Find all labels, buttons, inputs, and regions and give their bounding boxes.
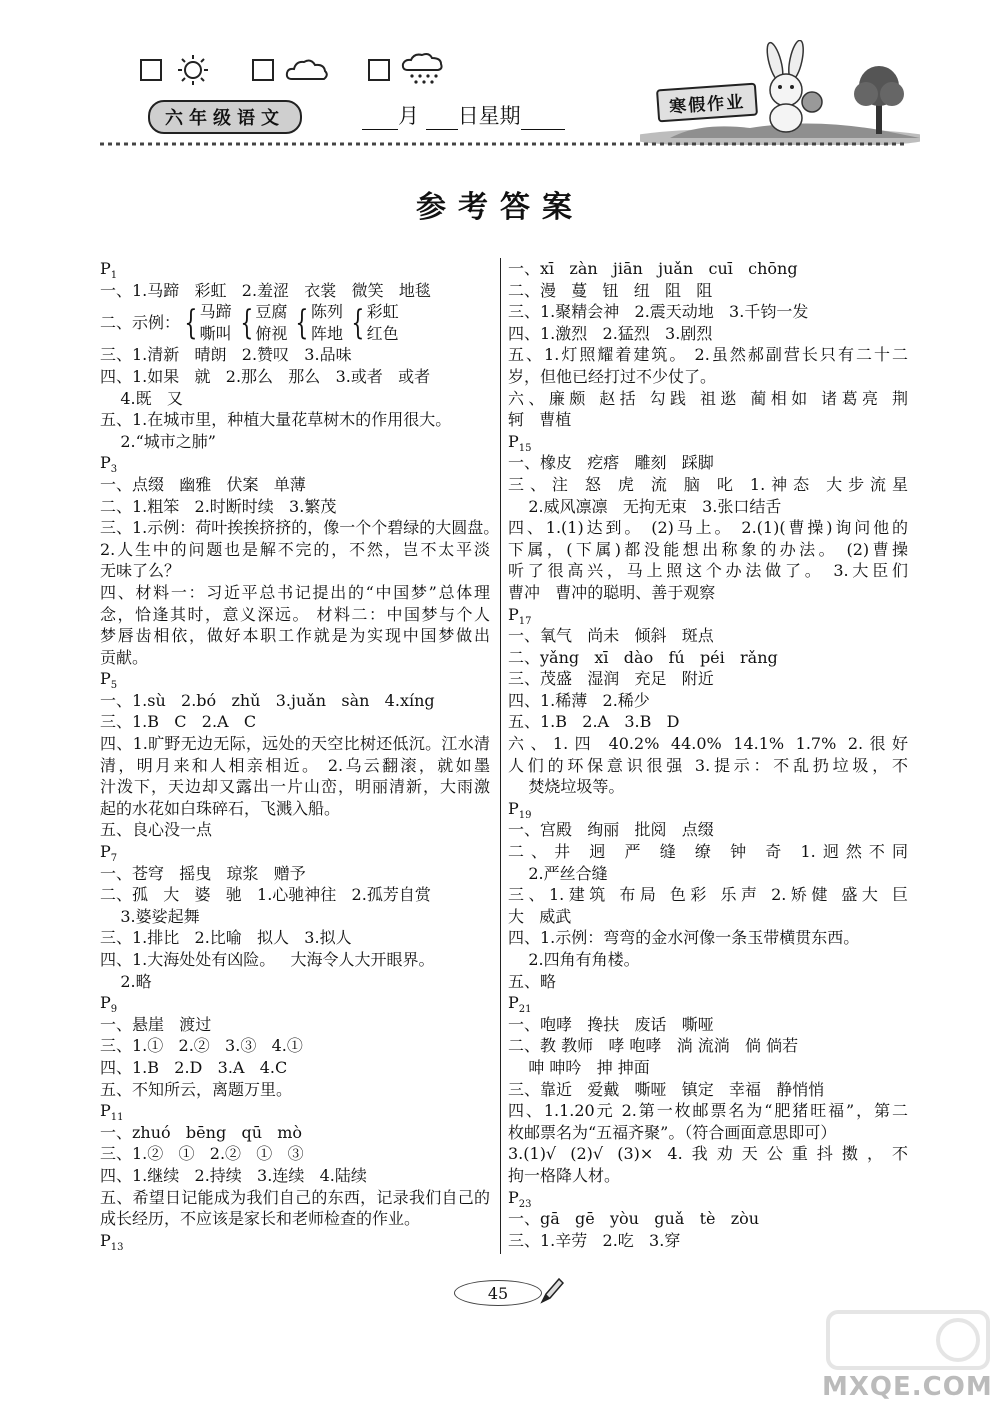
answer-line: 四、1.如果 就 2.那么 那么 3.或者 或者: [100, 366, 431, 386]
page-reference-number: 17: [518, 615, 532, 627]
brand-text: 寒假作业: [668, 92, 746, 118]
answer-line: 一、橡皮 疙瘩 雕刻 踩脚: [508, 453, 714, 473]
answer-line: 三、1.B C 2.A C: [100, 712, 257, 732]
word-pair-item: 陈列: [310, 302, 343, 322]
answer-line: 2.“城市之肺”: [100, 431, 216, 451]
page-reference: [508, 1187, 908, 1209]
answer-line: 2.四角有角楼。: [508, 950, 640, 969]
answer-line: 三、1.示例：荷叶挨挨挤挤的，像一个个碧绿的大圆盘。: [100, 518, 500, 538]
page-reference-number: 9: [110, 1004, 118, 1016]
answer-line: 四、1.激烈 2.猛烈 3.剧烈: [508, 323, 713, 343]
word-pair-group: [347, 301, 399, 344]
answer-line: 3.婆娑起舞: [100, 906, 200, 926]
answer-line: 听了很高兴，马上照这个办法做了。 3.大臣们: [508, 561, 908, 581]
grade-subject-badge: [148, 100, 302, 134]
page-reference-number: 7: [110, 853, 118, 865]
word-pair-item: 豆腐: [255, 302, 288, 322]
page-reference-letter: P: [508, 1187, 519, 1207]
page-reference-letter: P: [100, 842, 111, 862]
answer-line: 4.既 又: [100, 388, 183, 408]
day-weekday-label: 日星期: [457, 104, 521, 128]
winter-homework-label: [656, 83, 758, 123]
answer-line: 成长经历，不应该是家长和老师检查的作业。: [100, 1209, 421, 1229]
page-reference-number: 5: [110, 680, 118, 692]
answer-line: 一、咆哮 搀扶 废话 嘶哑: [508, 1014, 714, 1034]
weekday-blank[interactable]: [521, 109, 565, 130]
page-reference-letter: P: [508, 993, 519, 1013]
answer-line: 三、1.清新 晴朗 2.赞叹 3.品味: [100, 345, 352, 365]
word-pair-item: 彩虹: [366, 302, 399, 322]
answer-line: 一、苍穹 摇曳 琼浆 赠予: [100, 863, 306, 883]
answer-line: 三、1.建筑 布局 色彩 乐声 2.矫健 盛大 巨: [508, 885, 908, 905]
sun-icon: [172, 53, 214, 87]
answer-line: 无味了么？: [100, 561, 181, 581]
answer-line: 一、悬崖 渡过: [100, 1014, 212, 1034]
page-reference: [508, 431, 908, 453]
page-reference-number: 19: [518, 810, 532, 822]
answer-line: 四、1.1.20元 2.第一枚邮票名为“肥猪旺福”，第二: [508, 1101, 908, 1121]
grade-subject-label: 六年级语文: [165, 108, 285, 129]
answer-line: 一、zhuó bēng qū mò: [100, 1122, 303, 1142]
answer-line: 四、1.稀薄 2.稀少: [508, 690, 650, 710]
word-pair-group: [236, 301, 288, 344]
answer-line: 3.(1)√ (2)√ (3)× 4.我劝天公重抖擞，不: [508, 1144, 908, 1164]
word-pair-group: [291, 301, 343, 344]
page-reference-number: 21: [518, 1004, 532, 1016]
answer-line: 2.威风凛凛 无拘无束 3.张口结舌: [508, 496, 782, 516]
column-divider: [500, 258, 501, 1254]
pen-icon: [538, 1276, 564, 1306]
answer-line: 清，明月来和人相亲相近。 2.乌云翻滚，就如墨: [100, 755, 490, 775]
answer-line: 人们的环保意识很强 3.提示：不乱扔垃圾，不: [508, 755, 908, 775]
answer-line: 四、1.旷野无边无际，远处的天空比树还低沉。江水清: [100, 734, 490, 754]
answer-line: 一、1.马蹄 彩虹 2.羞涩 衣裳 微笑 地毯: [100, 280, 431, 300]
brace-icon: {: [240, 302, 253, 343]
answer-line: 五、不知所云，离题万里。: [100, 1079, 293, 1099]
word-pair-item: 红色: [366, 323, 399, 343]
page-reference: [100, 841, 490, 863]
answer-line: 二、漫 蔓 钮 纽 阻 阻: [508, 280, 713, 300]
answer-line: 五、1.B 2.A 3.B D: [508, 712, 680, 732]
day-blank[interactable]: [426, 109, 458, 130]
page-reference-letter: P: [100, 669, 111, 689]
answer-line: 四、1.大海处处有凶险。 大海令人大开眼界。: [100, 950, 435, 969]
page-reference: [508, 604, 908, 626]
answer-line: 四、1.B 2.D 3.A 4.C: [100, 1057, 288, 1077]
page-reference-letter: P: [100, 1230, 111, 1250]
word-pair-item: 马蹄: [199, 302, 232, 322]
answer-line: 六、廉颇 赵括 勾践 祖逖 蔺相如 诸葛亮 荆: [508, 388, 908, 408]
answer-line: 五、1.在城市里，种植大量花草树木的作用很大。: [100, 410, 452, 430]
answer-line: 三、靠近 爱戴 嘶哑 镇定 幸福 静悄悄: [508, 1079, 825, 1099]
answer-line: 轲 曹植: [508, 410, 572, 430]
answer-line: 二、井 迥 严 缝 缭 钟 奇 1.迥然不同: [508, 842, 908, 862]
answer-line: 一、点缀 幽雅 伏案 单薄: [100, 474, 306, 494]
page-reference: [100, 1230, 490, 1252]
answer-line: 六、1.四 40.2% 44.0% 14.1% 1.7% 2.很好: [508, 734, 908, 754]
page-reference-letter: P: [508, 798, 519, 818]
answer-line: 一、1.sù 2.bó zhǔ 3.juǎn sàn 4.xíng: [100, 690, 435, 710]
answer-line: 四、1.继续 2.持续 3.连续 4.陆续: [100, 1165, 367, 1185]
date-line: [362, 100, 565, 130]
page-reference-number: 1: [110, 270, 118, 282]
page-reference-letter: P: [100, 993, 111, 1013]
answer-line: 三、1.排比 2.比喻 拟人 3.拟人: [100, 928, 352, 948]
answer-line: 贡献。: [100, 647, 149, 667]
answer-line: 一、宫殿 绚丽 批阅 点缀: [508, 820, 714, 840]
answer-line: 三、1.聚精会神 2.震天动地 3.千钧一发: [508, 302, 809, 322]
answer-line: 呻 呻吟 抻 抻面: [508, 1057, 650, 1077]
answer-line: 2.略: [100, 971, 152, 991]
page-reference-number: 15: [518, 442, 532, 454]
watermark-text: MXQE.COM: [822, 1372, 993, 1402]
page-reference: [100, 452, 490, 474]
page-reference: [100, 1100, 490, 1122]
brace-icon: {: [184, 302, 198, 343]
month-blank[interactable]: [362, 109, 398, 130]
weather-checkboxes: [140, 52, 446, 88]
page-reference-number: 23: [518, 1198, 532, 1210]
answers-left-column: [100, 258, 500, 1253]
dotted-divider: [100, 140, 908, 148]
answer-line: 一、gā gē yòu guǎ tè zòu: [508, 1209, 760, 1229]
page-reference-letter: P: [100, 1101, 111, 1121]
tree-icon: [854, 66, 904, 134]
answer-line: 五、1.灯照耀着建筑。 2.虽然郝副营长只有二十二: [508, 345, 908, 365]
answer-line: 枚邮票名为“五福齐聚”。（符合画面意思即可）: [508, 1122, 837, 1142]
page-reference: [508, 798, 908, 820]
page-number: 45: [454, 1280, 542, 1306]
answer-line: 下属，(下属)都没能想出称象的办法。 (2)曹操: [508, 539, 908, 559]
answer-line: 三、1.① 2.② 3.③ 4.①: [100, 1036, 303, 1056]
answer-line: 起的水花如白珠碎石，飞溅入船。: [100, 798, 341, 818]
answer-line: 拘一格降人材。: [508, 1165, 621, 1185]
word-pair-item: 嘶叫: [199, 323, 232, 343]
page-reference: [508, 992, 908, 1014]
cloud-icon: [284, 55, 330, 85]
page-reference-number: 13: [110, 1241, 124, 1253]
word-pair-item: 阵地: [310, 323, 343, 343]
answer-line: 岁，但他已经打过不少仗了。: [508, 366, 717, 386]
answer-line: 五、良心没一点: [100, 820, 213, 840]
page-reference-number: 11: [110, 1112, 124, 1124]
page-reference-number: 3: [110, 464, 118, 476]
answer-line: 五、希望日记能成为我们自己的东西，记录我们自己的: [100, 1187, 490, 1207]
month-label: 月: [398, 104, 419, 128]
answer-line: 四、材料一：习近平总书记提出的“中国梦”总体理: [100, 582, 490, 602]
page-reference-letter: P: [100, 259, 111, 278]
cloudy-checkbox[interactable]: [252, 59, 274, 81]
page-reference: [100, 992, 490, 1014]
page-reference-letter: P: [508, 431, 519, 451]
rain-cloud-icon: [400, 52, 446, 88]
answer-line: 三、1.辛劳 2.吃 3.穿: [508, 1230, 681, 1250]
answer-line: 二、yǎng xī dào fú péi rǎng: [508, 647, 778, 667]
rainy-checkbox[interactable]: [368, 59, 390, 81]
page-reference: [100, 258, 490, 280]
answer-line: 焚烧垃圾等。: [508, 777, 625, 797]
answer-line-brace: [100, 301, 490, 344]
answer-line: 2.严丝合缝: [508, 863, 608, 883]
answer-prefix: 二、示例：: [100, 312, 181, 332]
answer-line: 二、教 教师 哮 咆哮 淌 流淌 倘 倘若: [508, 1036, 799, 1056]
rabbit-icon: [764, 40, 822, 132]
page-header: [0, 0, 1000, 160]
answer-line: 念，恰逢其时，意义深远。 材料二：中国梦与个人: [100, 604, 490, 624]
answer-line: 三、注 怒 虎 流 脑 叱 1.神态 大步流星: [508, 474, 908, 494]
answer-line: 曹冲 曹冲的聪明、善于观察: [508, 582, 716, 602]
answer-line: 梦唇齿相依，做好本职工作就是为实现中国梦做出: [100, 626, 490, 646]
answer-line: 四、1.示例：弯弯的金水河像一条玉带横贯东西。: [508, 928, 860, 948]
answer-line: 2.人生中的问题也是解不完的，不然，岂不太平淡: [100, 539, 490, 559]
page-reference-letter: P: [100, 453, 111, 473]
answer-line: 三、茂盛 湿润 充足 附近: [508, 669, 714, 689]
answer-line: 大 威武: [508, 906, 572, 926]
answer-line: 二、1.粗笨 2.时断时续 3.繁茂: [100, 496, 337, 516]
answer-line: 一、氧气 尚未 倾斜 斑点: [508, 626, 714, 646]
page-title: 参考答案: [416, 190, 584, 225]
page-reference-letter: P: [508, 604, 519, 624]
answer-line: 五、略: [508, 971, 557, 991]
word-pair-group: [180, 301, 232, 344]
brace-icon: {: [351, 302, 365, 343]
brace-icon: {: [295, 302, 309, 343]
answer-line: 四、1.(1)达到。 (2)马上。 2.(1)(曹操)询问他的: [508, 518, 908, 538]
page-number-badge: [454, 1276, 564, 1310]
answer-line: 二、孤 大 婆 驰 1.心驰神往 2.孤芳自赏: [100, 885, 431, 905]
sunny-checkbox[interactable]: [140, 59, 162, 81]
page-reference: [100, 668, 490, 690]
answers-right-column: [508, 258, 908, 1251]
answer-line: 三、1.② ① 2.② ① ③: [100, 1144, 304, 1164]
word-pair-item: 俯视: [255, 323, 288, 343]
answer-line: 汁泼下，天边却又露出一片山峦，明丽清新，大雨激: [100, 777, 490, 797]
answer-line: 一、xī zàn jiān juǎn cuī chōng: [508, 259, 798, 278]
